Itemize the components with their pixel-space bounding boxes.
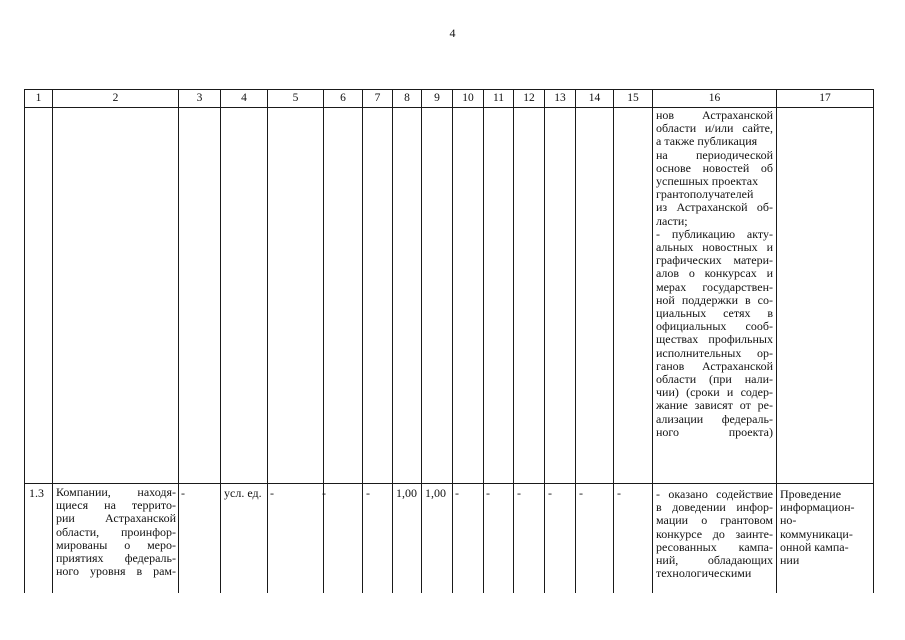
text-line: ресованных кампа- — [656, 539, 773, 554]
text-line: ализации федераль- — [656, 411, 773, 426]
header-col-7: 7 — [374, 92, 381, 104]
text-line: в доведении инфор- — [656, 500, 773, 515]
row-number: 1.3 — [29, 486, 44, 500]
text-line: нии — [780, 553, 800, 568]
text-line: ществах профильных — [656, 332, 773, 347]
text-line: жание зависят от ре- — [656, 398, 773, 413]
text-line: технологическими — [656, 566, 752, 581]
text-line: мированы о меро- — [56, 537, 176, 552]
row-1-3-col8: 1,00 — [396, 486, 417, 500]
text-line: официальных сооб- — [656, 319, 773, 334]
header-col-11: 11 — [492, 92, 505, 104]
text-line: мации о грантовом — [656, 513, 773, 528]
row-1-3-col5: - — [270, 486, 274, 500]
header-col-17: 17 — [819, 92, 831, 104]
text-line: на периодической — [656, 147, 773, 162]
header-col-10: 10 — [462, 92, 474, 104]
header-col-15: 15 — [627, 92, 639, 104]
text-line: онной кампа- — [780, 539, 849, 554]
header-col-1: 1 — [35, 92, 42, 104]
text-line: из Астраханской об- — [656, 200, 773, 215]
text-line: ной поддержки в со- — [656, 292, 773, 307]
text-line: грантополучателей — [656, 187, 754, 202]
header-col-6: 6 — [340, 92, 346, 104]
header-col-5: 5 — [292, 92, 299, 104]
row-1-3-col17 — [780, 488, 870, 567]
text-line: рии Астраханской — [56, 511, 176, 526]
row-1-3-col11: - — [486, 486, 490, 500]
text-line: мерах государствен- — [656, 279, 773, 294]
row-1-3-col4: усл. ед. — [224, 486, 262, 500]
text-line: щиеся на террито- — [56, 498, 176, 513]
text-line: но- — [780, 513, 797, 528]
text-line: исполнительных ор- — [656, 345, 773, 360]
text-line: области и/или сайте, — [656, 121, 773, 136]
text-line: чии) (сроки и содер- — [656, 385, 773, 400]
row-1-3-col16 — [656, 488, 773, 580]
text-line: ного проекта) — [656, 424, 773, 439]
text-line: Проведение — [780, 487, 842, 501]
text-line: альных новостных и — [656, 240, 773, 255]
page-number: 4 — [449, 26, 456, 40]
text-line: приятиях федераль- — [56, 551, 176, 566]
continued-row-col16 — [656, 109, 773, 439]
text-line: ганов Астраханской — [656, 358, 773, 373]
row-1-3-col10: - — [455, 486, 459, 500]
header-col-9: 9 — [434, 92, 440, 104]
header-col-14: 14 — [588, 92, 601, 104]
row-1-3-col13: - — [548, 486, 552, 500]
row-1-3-col9: 1,00 — [425, 486, 446, 500]
text-line: алов о конкурсах и — [656, 266, 773, 281]
text-line: основе новостей об — [656, 160, 773, 175]
header-col-2: 2 — [112, 92, 119, 104]
header-col-3: 3 — [196, 92, 203, 104]
text-line: ласти; — [656, 213, 688, 228]
text-line: циальных сетях в — [656, 306, 773, 321]
text-line: успешных проектах — [656, 174, 759, 189]
text-line: ний, обладающих — [656, 553, 773, 568]
text-line: информацион- — [780, 500, 855, 515]
row-1-3-col15: - — [617, 486, 621, 500]
text-line: области (при нали- — [656, 372, 773, 387]
text-line: - оказано содействие — [656, 487, 773, 501]
row-1-3-col3: - — [181, 486, 185, 500]
text-line: нов Астраханской — [656, 108, 773, 122]
row-1-3-col7: - — [366, 486, 370, 500]
text-line: ного уровня в рам- — [56, 564, 176, 579]
header-col-8: 8 — [404, 92, 410, 104]
row-1-3-col12: - — [517, 486, 521, 500]
text-line: а также публикация — [656, 134, 758, 149]
text-line: графических матери- — [656, 253, 773, 268]
row-1-3-col14: - — [579, 486, 583, 500]
header-col-12: 12 — [523, 92, 535, 104]
text-line: Компании, находя- — [56, 485, 176, 499]
header-col-4: 4 — [241, 92, 247, 104]
text-line: конкурсе до заинте- — [656, 526, 773, 541]
header-col-16: 16 — [708, 92, 721, 104]
text-line: области, проинфор- — [56, 524, 176, 539]
row-1-3-col2 — [56, 486, 176, 578]
text-line: коммуникаци- — [780, 526, 853, 541]
header-col-13: 13 — [554, 92, 566, 104]
text-line: - публикацию акту- — [656, 226, 773, 241]
row-1-3-col6: - — [322, 486, 326, 500]
